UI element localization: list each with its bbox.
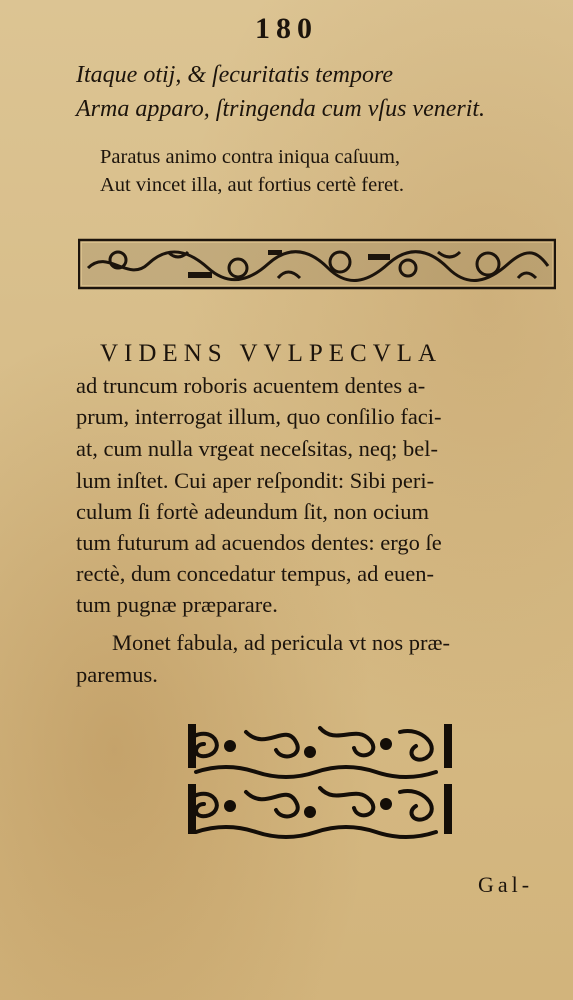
verse-roman-line-1: Paratus animo contra iniqua caſuum,: [100, 146, 401, 168]
ornamental-band: [78, 238, 556, 290]
page-number: 180: [255, 12, 318, 45]
fable-line: lum inſtet. Cui aper reſpondit: Sibi peri-: [76, 468, 435, 493]
moral-line: paremus.: [76, 662, 158, 687]
fable-line: tum futurum ad acuendos dentes: ergo ſe: [76, 530, 442, 555]
decorative-ornament: [186, 722, 454, 842]
fable-line: culum ſi fortè adeundum ſit, non ocium: [76, 499, 430, 524]
fable-title: VIDENS VVLPECVLA: [100, 340, 443, 367]
verse-roman-line-2: Aut vincet illa, aut fortius certè feret.: [100, 174, 404, 196]
verse-italic-line-1: Itaque otij, & ſecuritatis tempore: [76, 62, 394, 88]
fable-line: rectè, dum concedatur tempus, ad euen-: [76, 561, 434, 586]
fable-line: prum, interrogat illum, quo conſilio faci-: [76, 404, 442, 429]
verse-italic-line-2: Arma apparo, ſtringenda cum vſus venerit.: [76, 96, 486, 122]
fable-line: tum pugnæ præparare.: [76, 592, 278, 617]
fable-line: ad truncum roboris acuentem dentes a-: [76, 373, 426, 398]
fable-line: at, cum nulla vrgeat neceſsitas, neq; bel-: [76, 436, 438, 461]
moral-line: Monet fabula, ad pericula vt nos præ-: [112, 630, 451, 655]
catchword: Gal-: [478, 872, 534, 897]
